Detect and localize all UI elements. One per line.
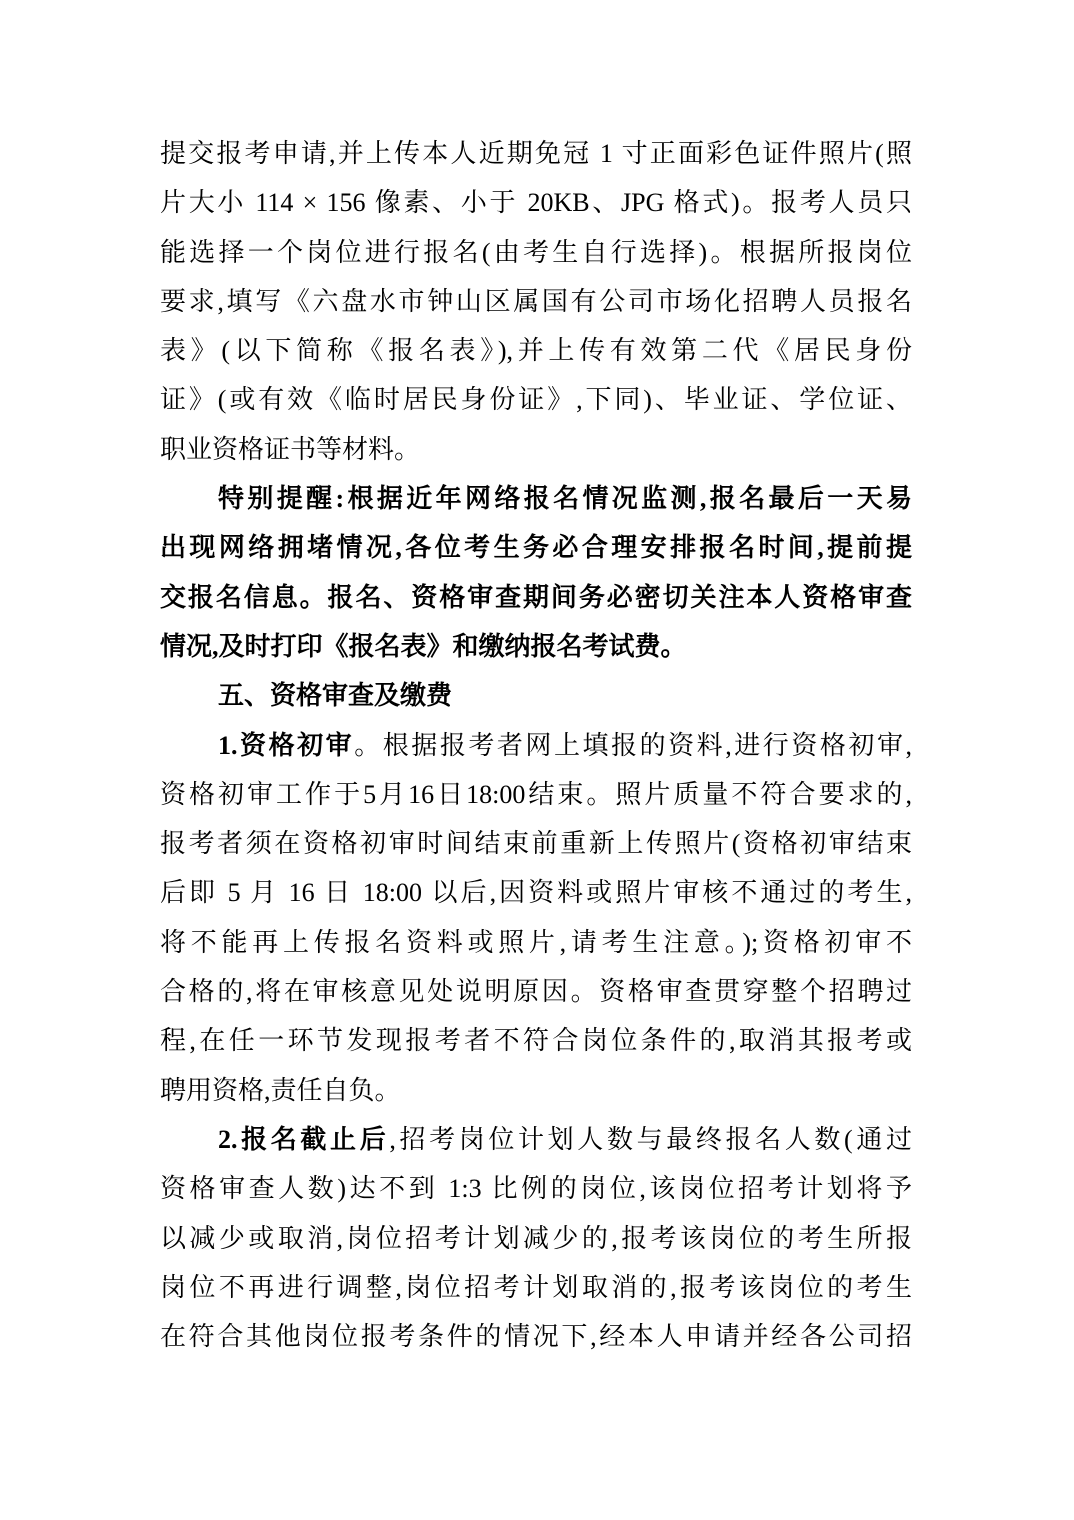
text-line [160,1115,912,1164]
text-line: 要求,填写《六盘水市钟山区属国有公司市场化招聘人员报名 [160,286,912,316]
text-line: 表》(以下简称《报名表》),并上传有效第二代《居民身份 [160,336,912,366]
text-line: 特别提醒:根据近年网络报名情况监测,报名最后一天易 [218,484,912,514]
text-line: 五、资格审查及缴费 [218,681,453,711]
text-line [160,721,912,770]
text-line: 聘用资格,责任自负。 [160,1075,401,1105]
bold-text-run: 2.报名截止后 [218,1124,390,1154]
paragraph-after-registration-deadline [160,1115,912,1361]
text-line: 交报名信息。报名、资格审查期间务必密切关注本人资格审查 [160,582,912,612]
text-run: 。根据报考者网上填报的资料,进行资格初审, [354,730,912,760]
text-line: 以减少或取消,岗位招考计划减少的,报考该岗位的考生所报 [160,1223,912,1253]
text-line: 程,在任一环节发现报考者不符合岗位条件的,取消其报考或 [160,1026,912,1056]
paragraph-application-upload [160,129,912,474]
paragraph-initial-qualification-review [160,721,912,1115]
bold-text-run: 1.资格初审 [218,730,355,760]
text-line: 能选择一个岗位进行报名(由考生自行选择)。根据所报岗位 [160,237,912,267]
text-line: 片大小 114 × 156 像素、小于 20KB、JPG 格式)。报考人员只 [160,188,912,218]
text-line: 提交报考申请,并上传本人近期免冠 1 寸正面彩色证件照片(照 [160,139,912,168]
text-line: 证》(或有效《临时居民身份证》,下同)、毕业证、学位证、 [160,385,912,415]
text-line: 报考者须在资格初审时间结束前重新上传照片(资格初审结束 [160,829,912,859]
text-line: 将不能再上传报名资料或照片,请考生注意。);资格初审不 [160,927,912,957]
text-line: 在符合其他岗位报考条件的情况下,经本人申请并经各公司招 [160,1322,912,1352]
text-line: 资格初审工作于5月16日18:00结束。照片质量不符合要求的, [160,779,912,809]
text-run: ,招考岗位计划人数与最终报名人数(通过 [389,1124,912,1154]
text-line: 后即 5 月 16 日 18:00 以后,因资料或照片审核不通过的考生, [160,878,912,908]
text-line: 合格的,将在审核意见处说明原因。资格审查贯穿整个招聘过 [160,977,912,1007]
text-line: 出现网络拥堵情况,各位考生务必合理安排报名时间,提前提 [160,533,912,563]
text-line: 资格审查人数)达不到 1:3 比例的岗位,该岗位招考计划将予 [160,1174,912,1204]
text-line: 职业资格证书等材料。 [160,434,421,464]
document-content [160,129,912,1361]
text-line: 情况,及时打印《报名表》和缴纳报名考试费。 [160,631,687,661]
section-heading-qualification-review [160,671,912,720]
paragraph-special-reminder [160,474,912,671]
text-line: 岗位不再进行调整,岗位招考计划取消的,报考该岗位的考生 [160,1272,912,1302]
